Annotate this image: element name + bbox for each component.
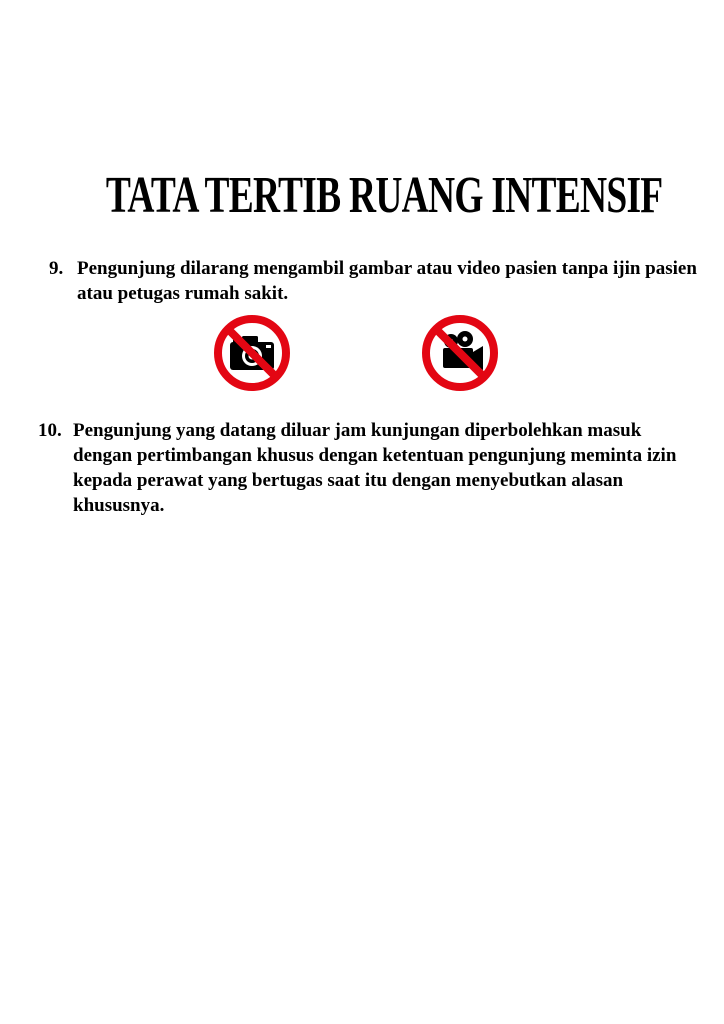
no-video-camera-icon [421,314,499,392]
rule-text: Pengunjung dilarang mengambil gambar atau video pasien tanpa ijin pasien atau petugas rumah sakit. [77,258,697,304]
rule-text: Pengunjung yang datang diluar jam kunjungan diperbolehkan masuk dengan pertimbangan khusus dengan ketentuan pengunjung meminta izin kepada perawat yang bertugas saat itu dengan menyebutkan alasan khususnya. [73,420,677,516]
rule-number: 10. [38,420,62,441]
rule-item-10 [38,418,688,518]
rule-number: 9. [49,258,64,279]
no-camera-icon [213,314,291,392]
page-title: TATA TERTIB RUANG INTENSIF [105,167,663,224]
rule-item-9 [49,256,699,306]
prohibition-signs [0,314,724,394]
